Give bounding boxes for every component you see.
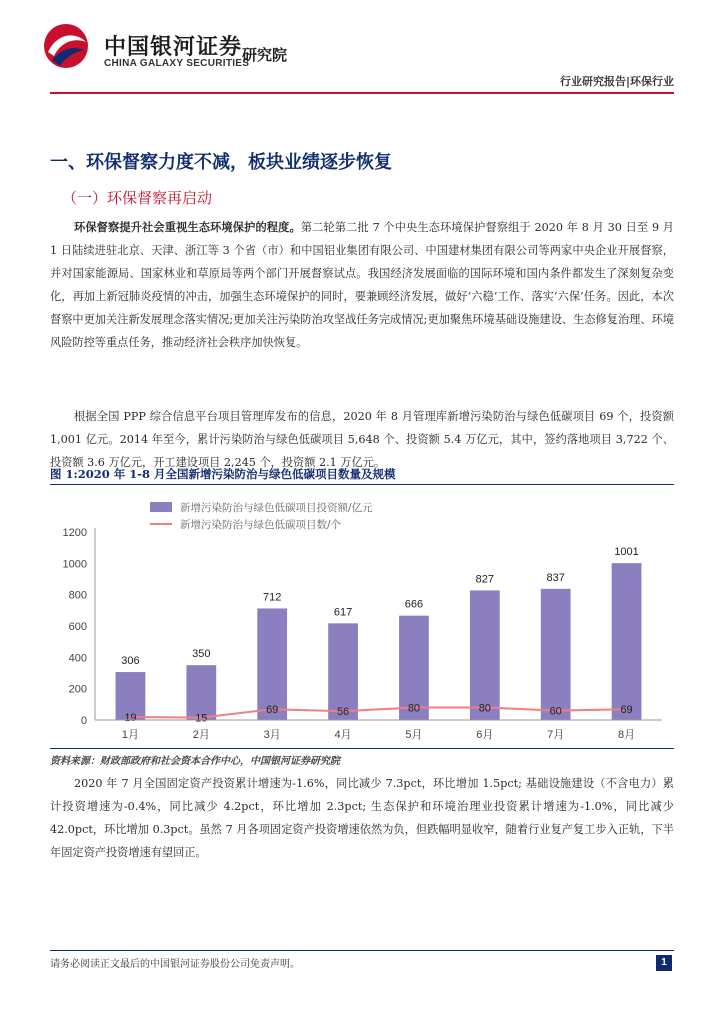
logo-chinese: 中国银河证券 xyxy=(104,35,243,60)
header-divider xyxy=(50,92,674,94)
bar-data-label: 837 xyxy=(546,571,565,584)
y-tick-label: 800 xyxy=(68,589,87,602)
paragraph-2: 根据全国 PPP 综合信息平台项目管理库发布的信息，2020 年 8 月管理库新增污染防治与绿色低碳项目 69 个，投资额 1,001 亿元。2014 年至今，累计污染防治与绿色低碳项目 5,648 个、投资额 5.4 万亿元，其中，签约落地项目 3,722 个、投资额 3.6 万亿元，开工建设项目 2,245 个，投资额 2.1 万亿元。 xyxy=(50,410,674,469)
line-data-label: 19 xyxy=(124,712,137,725)
paragraph-3: 2020 年 7 月全国固定资产投资累计增速为-1.6%，同比减少 7.3pct，环比增加 1.5pct; 基础设施建设（不含电力）累计投资增速为-0.4%，同比减少 4.2pct，环比增加 2.3pct; 生态保护和环境治理业投资累计增速为-1.0%，同比减少 42.0pct，环比增加 0.3pct。虽然 7 月各项固定资产投资增速依然为负，但跌幅明显收窄，随着行业复产复工步入正轨，下半年固定资产投资增速有望回正。 xyxy=(50,777,674,859)
line-data-label: 80 xyxy=(478,702,491,715)
x-axis xyxy=(95,720,662,741)
figure-bottom-rule xyxy=(50,748,674,749)
bar-data-label: 350 xyxy=(192,648,211,661)
paragraph-1 xyxy=(50,216,674,354)
figure-top-rule xyxy=(50,484,674,485)
y-tick-label: 1200 xyxy=(62,527,87,539)
line-data-label: 56 xyxy=(336,706,350,719)
legend-label-bar: 新增污染防治与绿色低碳项目投资额/亿元 xyxy=(180,502,373,514)
figure-source: 资料来源：财政部政府和社会资本合作中心，中国银河证券研究院 xyxy=(50,756,340,767)
chart xyxy=(50,488,674,746)
x-tick-label: 8月 xyxy=(618,729,636,741)
logo-english: CHINA GALAXY SECURITIES xyxy=(104,58,250,69)
y-axis xyxy=(63,527,95,727)
footer-divider xyxy=(50,950,674,951)
institute-label: 研究院 xyxy=(242,46,288,64)
x-tick-label: 1月 xyxy=(121,729,139,741)
legend xyxy=(150,501,373,531)
bar xyxy=(541,589,571,720)
x-tick-label: 5月 xyxy=(405,729,423,741)
bar xyxy=(612,563,642,720)
line-data-label: 15 xyxy=(195,712,208,725)
y-tick-label: 1000 xyxy=(62,558,87,571)
y-tick-label: 400 xyxy=(68,652,87,665)
x-tick-label: 3月 xyxy=(263,729,281,741)
bar-data-label: 617 xyxy=(333,606,353,619)
bar-data-label: 666 xyxy=(404,598,424,611)
bar-data-label: 827 xyxy=(475,573,494,586)
bar-data-label: 712 xyxy=(263,591,282,604)
y-tick-label: 200 xyxy=(68,683,87,696)
line-data-label: 60 xyxy=(549,705,562,718)
x-tick-label: 2月 xyxy=(192,729,210,741)
report-type: 行业研究报告|环保行业 xyxy=(559,75,674,88)
x-tick-label: 7月 xyxy=(547,729,565,741)
legend-swatch-bar xyxy=(150,502,172,512)
x-tick-label: 6月 xyxy=(476,729,494,741)
section-heading: 一、环保督察力度不减，板块业绩逐步恢复 xyxy=(50,152,392,173)
footer-disclaimer: 请务必阅读正文最后的中国银河证券股份公司免责声明。 xyxy=(50,959,300,970)
legend-label-line: 新增污染防治与绿色低碳项目数/个 xyxy=(180,519,342,531)
page-number: 1 xyxy=(656,955,672,971)
figure-title: 图 1:2020 年 1-8 月全国新增污染防治与绿色低碳项目数量及规模 xyxy=(50,467,396,481)
bar-series xyxy=(116,546,642,720)
bar xyxy=(470,590,500,720)
line-data-label: 69 xyxy=(266,704,279,717)
y-tick-label: 0 xyxy=(80,715,87,727)
bar-data-label: 1001 xyxy=(614,546,639,559)
line-data-label: 69 xyxy=(620,704,633,717)
galaxy-logo-icon xyxy=(42,22,90,70)
paragraph-1-lead: 环保督察提升社会重视生态环境保护的程度。 xyxy=(74,220,301,234)
line-data-label: 80 xyxy=(407,702,421,715)
subsection-heading: （一）环保督察再启动 xyxy=(62,189,213,207)
y-tick-label: 600 xyxy=(68,621,87,633)
paragraph-1-body: 第二轮第二批 7 个中央生态环境保护督察组于 2020 年 8 月 30 日至 9 月 1 日陆续进驻北京、天津、浙江等 3 个省（市）和中国铝业集团有限公司、中国建材集团有限公司等两家中央企业开展督察，并对国家能源局、国家林业和草原局等两个部门开展督察试点。我国经济发展面临的国际环境和国内条件都发生了深刻复杂变化，再加上新冠肺炎疫情的冲击，加强生态环境保护的同时，要兼顾经济发展，做好‘六稳’工作、落实‘六保’任务。因此，本次督察中更加关注新发展理念落实情况;更加关注污染防治攻坚战任务完成情况;更加聚焦环境基础设施建设、生态修复治理、环境风险防控等重点任务，推动经济社会秩序加快恢复。 xyxy=(50,221,674,349)
bar-data-label: 306 xyxy=(121,655,140,668)
x-tick-label: 4月 xyxy=(334,729,352,741)
